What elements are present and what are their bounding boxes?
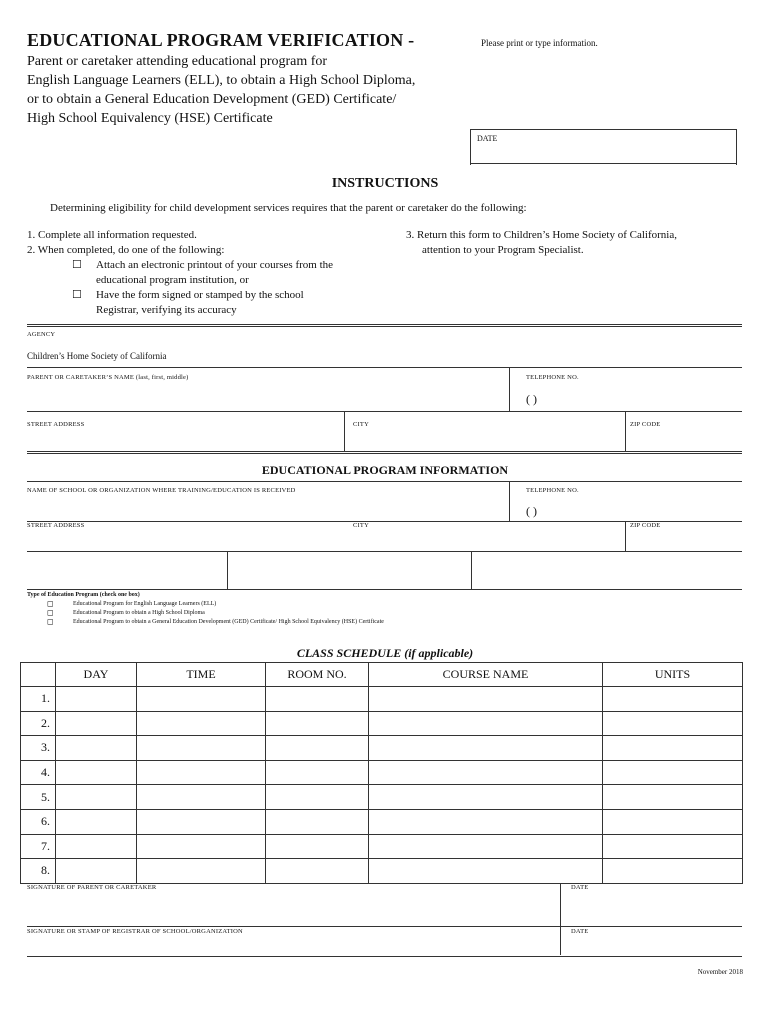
revision-date: November 2018: [697, 968, 743, 976]
telephone-field[interactable]: ( ): [526, 392, 537, 406]
cell-day[interactable]: [56, 785, 137, 810]
table-row: [21, 834, 743, 859]
table-row: [21, 687, 743, 712]
row-number: 1.: [21, 687, 56, 712]
instruction-item-1: 1. Complete all information requested.: [27, 229, 197, 241]
checkbox-icon: ☐: [72, 289, 82, 301]
cell-course[interactable]: [369, 809, 603, 834]
schedule-header-row: [21, 663, 743, 687]
school-zip-field[interactable]: [630, 532, 740, 550]
cell-day[interactable]: [56, 809, 137, 834]
row-number: 3.: [21, 736, 56, 761]
cell-units[interactable]: [603, 760, 743, 785]
registrar-date-label: DATE: [571, 928, 589, 935]
subitem-text: Attach an electronic printout of your courses from the: [96, 259, 334, 271]
cell-room[interactable]: [266, 736, 369, 761]
instruction-subitem-attach: [27, 258, 367, 288]
option-label: Educational Program for English Language Learners (ELL): [73, 601, 217, 607]
subitem-text: Registrar, verifying its accuracy: [96, 304, 237, 316]
divider: [27, 367, 742, 368]
cell-units[interactable]: [603, 687, 743, 712]
cell-room[interactable]: [266, 711, 369, 736]
divider: [471, 551, 472, 589]
instruction-subitem-sign: [27, 288, 367, 318]
row-number: 4.: [21, 760, 56, 785]
cell-units[interactable]: [603, 736, 743, 761]
cell-day[interactable]: [56, 687, 137, 712]
table-row: [21, 736, 743, 761]
row-number: 7.: [21, 834, 56, 859]
subtitle-line: English Language Learners (ELL), to obtain a High School Diploma,: [27, 73, 416, 88]
program-type-group: [27, 591, 384, 627]
cell-time[interactable]: [137, 809, 266, 834]
divider: [470, 163, 736, 164]
school-street-label: STREET ADDRESS: [27, 522, 85, 529]
cell-course[interactable]: [369, 760, 603, 785]
divider: [560, 883, 561, 955]
form-subtitle: [27, 52, 467, 128]
school-name-label: NAME OF SCHOOL OR ORGANIZATION WHERE TRAINING/EDUCATION IS RECEIVED: [27, 487, 296, 494]
row-number: 2.: [21, 711, 56, 736]
subitem-text: Have the form signed or stamped by the school: [96, 289, 304, 301]
row-number: 5.: [21, 785, 56, 810]
divider: [27, 956, 742, 957]
program-type-heading: Type of Education Program (check one box): [27, 592, 140, 598]
registrar-date-field[interactable]: [571, 938, 741, 956]
cell-day[interactable]: [56, 736, 137, 761]
divider: [509, 367, 510, 411]
school-city-label: CITY: [353, 522, 369, 529]
column-header-time: TIME: [137, 663, 266, 687]
subtitle-line: or to obtain a General Education Development (GED) Certificate/: [27, 92, 397, 107]
program-type-option-ged[interactable]: [27, 618, 384, 627]
parent-signature-label: SIGNATURE OF PARENT OR CARETAKER: [27, 884, 157, 891]
column-header-units: UNITS: [603, 663, 743, 687]
checkbox-icon[interactable]: ◻: [47, 599, 54, 608]
agency-value: Children’s Home Society of California: [27, 351, 167, 361]
cell-room[interactable]: [266, 760, 369, 785]
cell-units[interactable]: [603, 785, 743, 810]
cell-course[interactable]: [369, 711, 603, 736]
program-type-option-diploma[interactable]: [27, 609, 384, 618]
program-heading: EDUCATIONAL PROGRAM INFORMATION: [261, 463, 509, 477]
divider: [227, 551, 228, 589]
instructions-heading: INSTRUCTIONS: [331, 176, 439, 191]
cell-day[interactable]: [56, 859, 137, 884]
cell-course[interactable]: [369, 834, 603, 859]
cell-time[interactable]: [137, 736, 266, 761]
cell-day[interactable]: [56, 834, 137, 859]
header-date-label: DATE: [477, 134, 498, 143]
cell-course[interactable]: [369, 785, 603, 810]
street-field[interactable]: [27, 430, 342, 452]
cell-time[interactable]: [137, 859, 266, 884]
cell-room[interactable]: [266, 809, 369, 834]
cell-room[interactable]: [266, 785, 369, 810]
divider: [344, 411, 345, 452]
divider: [27, 481, 742, 482]
registrar-signature-label: SIGNATURE OR STAMP OF REGISTRAR OF SCHOOL/ORGANIZATION: [27, 928, 243, 935]
school-city-field[interactable]: [353, 532, 623, 550]
option-label: Educational Program to obtain a General Education Development (GED) Certificate/ High School Equivalency (HSE) Certificate: [73, 619, 384, 625]
divider: [27, 411, 742, 412]
divider: [625, 411, 626, 452]
schedule-title: CLASS SCHEDULE (if applicable): [296, 646, 474, 660]
table-row: [21, 809, 743, 834]
cell-course[interactable]: [369, 687, 603, 712]
cell-course[interactable]: [369, 859, 603, 884]
parent-signature-field[interactable]: [27, 895, 557, 925]
row-number: 8.: [21, 859, 56, 884]
column-header-room: ROOM NO.: [266, 663, 369, 687]
cell-day[interactable]: [56, 711, 137, 736]
telephone-label: TELEPHONE NO.: [526, 374, 579, 381]
school-street-field[interactable]: [27, 532, 342, 550]
cell-units[interactable]: [603, 711, 743, 736]
column-header-day: DAY: [56, 663, 137, 687]
checkbox-icon[interactable]: ◻: [47, 608, 54, 617]
table-row: [21, 760, 743, 785]
table-row: [21, 711, 743, 736]
zip-label: ZIP CODE: [630, 421, 661, 428]
parent-name-field[interactable]: [27, 384, 507, 411]
column-header-course: COURSE NAME: [369, 663, 603, 687]
column-header: [21, 663, 56, 687]
divider: [625, 521, 626, 552]
street-label: STREET ADDRESS: [27, 421, 85, 428]
subtitle-line: Parent or caretaker attending educational program for: [27, 54, 328, 69]
cell-day[interactable]: [56, 760, 137, 785]
divider: [509, 481, 510, 521]
zip-field[interactable]: [630, 430, 740, 452]
program-type-option-ell[interactable]: [27, 600, 384, 609]
schedule-table: [20, 662, 743, 884]
school-zip-label: ZIP CODE: [630, 522, 661, 529]
cell-time[interactable]: [137, 785, 266, 810]
section-divider: [27, 324, 742, 327]
instructions-intro: Determining eligibility for child development services requires that the parent or caretaker do the following:: [50, 202, 527, 214]
cell-units[interactable]: [603, 834, 743, 859]
cell-time[interactable]: [137, 711, 266, 736]
registrar-signature-field[interactable]: [27, 938, 557, 956]
table-row: [21, 785, 743, 810]
cell-course[interactable]: [369, 736, 603, 761]
divider: [27, 551, 742, 552]
cell-room[interactable]: [266, 687, 369, 712]
cell-units[interactable]: [603, 859, 743, 884]
section-divider: [27, 451, 742, 454]
cell-time[interactable]: [137, 834, 266, 859]
parent-date-label: DATE: [571, 884, 589, 891]
instruction-item-2: 2. When completed, do one of the following:: [27, 244, 225, 256]
cell-time[interactable]: [137, 760, 266, 785]
instructions-list-left: [27, 228, 367, 318]
table-row: [21, 859, 743, 884]
city-field[interactable]: [353, 430, 623, 452]
subitem-text: educational program institution, or: [96, 274, 249, 286]
header-date-field[interactable]: [470, 129, 737, 165]
cell-room[interactable]: [266, 834, 369, 859]
cell-time[interactable]: [137, 687, 266, 712]
parent-name-label: PARENT OR CARETAKER’S NAME (last, first, middle): [27, 374, 189, 381]
cell-room[interactable]: [266, 859, 369, 884]
instructions-list-right: [406, 228, 726, 258]
subtitle-line: High School Equivalency (HSE) Certificate: [27, 111, 273, 126]
divider: [27, 589, 742, 590]
cell-units[interactable]: [603, 809, 743, 834]
school-name-field[interactable]: [27, 497, 507, 519]
city-label: CITY: [353, 421, 369, 428]
parent-date-field[interactable]: [571, 895, 741, 925]
school-telephone-label: TELEPHONE NO.: [526, 487, 579, 494]
agency-label: AGENCY: [27, 331, 56, 338]
checkbox-icon[interactable]: ◻: [47, 617, 54, 626]
option-label: Educational Program to obtain a High School Diploma: [73, 610, 205, 616]
instruction-item-3-cont: attention to your Program Specialist.: [422, 244, 584, 256]
checkbox-icon: ☐: [72, 259, 82, 271]
instruction-item-3: 3. Return this form to Children’s Home Society of California,: [406, 229, 677, 241]
school-telephone-field[interactable]: ( ): [526, 504, 537, 518]
row-number: 6.: [21, 809, 56, 834]
divider: [27, 926, 742, 927]
print-note: Please print or type information.: [481, 38, 598, 48]
form-title: EDUCATIONAL PROGRAM VERIFICATION -: [27, 30, 415, 50]
